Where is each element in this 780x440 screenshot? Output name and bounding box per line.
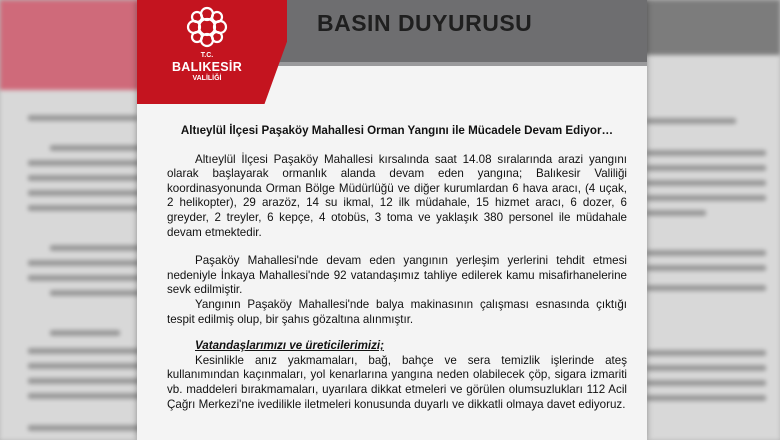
blurred-background-left [0,0,150,440]
paragraph-4: Kesinlikle anız yakmamaları, bağ, bahçe ve sera temizlik işlerinde ateş kullanımından kaçınmaları, yol kenarlarına yangına neden olabilecek çöp, sigara izmariti vb. maddeleri bırakmamaları, uyarılara dikkat etmeleri ve görülen olumsuzlukları 112 Acil Çağrı Merkezi'ne ivedilikle iletmeleri konusunda duyarlı ve dikkatli olmaya davet ediyoruz. [167,353,627,411]
page-title: BASIN DUYURUSU [317,10,533,36]
document-body [167,124,627,412]
article-heading: Altıeylül İlçesi Paşaköy Mahallesi Orman Yangını ile Mücadele Devam Ediyor… [180,124,614,137]
emblem-city-label: BALIKESİR [171,60,243,74]
emblem-tc-label: T.C. [200,52,214,59]
governorship-logo [137,0,277,104]
emblem-governorship-label: VALİLİĞİ [192,75,222,82]
paragraph-1: Altıeylül İlçesi Paşaköy Mahallesi kırsalında saat 14.08 sıralarında arazi yangını olarak başlayarak ormanlık alanda devam eden yangına; Balıkesir Valiliği koordinasyonunda Orman Bölge Müdürlüğü ve diğer kurumlardan 6 hava aracı, (4 uçak, 2 helikopter), 29 arazöz, 14 su ikmal, 12 ilk müdahale, 15 hizmet aracı, 6 dozer, 6 greyder, 2 treyler, 6 kepçe, 4 otobüs, 3 toma ve yaklaşık 380 personel ile müdahale devam etmektedir. [167,152,627,239]
paragraph-3: Yangının Paşaköy Mahallesi'nde balya makinasının çalışması esnasında çıktığı tespit edilmiş olup, bir şahıs gözaltına alınmıştır. [167,297,627,326]
subheading: Vatandaşlarımızı ve üreticilerimizi; [195,339,385,353]
blurred-background-right [642,0,780,440]
press-release-document [137,0,647,440]
paragraph-2: Paşaköy Mahallesi'nde devam eden yangının yerleşim yerlerini tehdit etmesi nedeniyle İnkaya Mahallesi'nde 92 vatandaşımız tahliye edilerek kamu misafirhanelerine sevk edilmiştir. [167,254,627,297]
document-header [137,0,647,104]
emblem-icon [183,4,231,50]
